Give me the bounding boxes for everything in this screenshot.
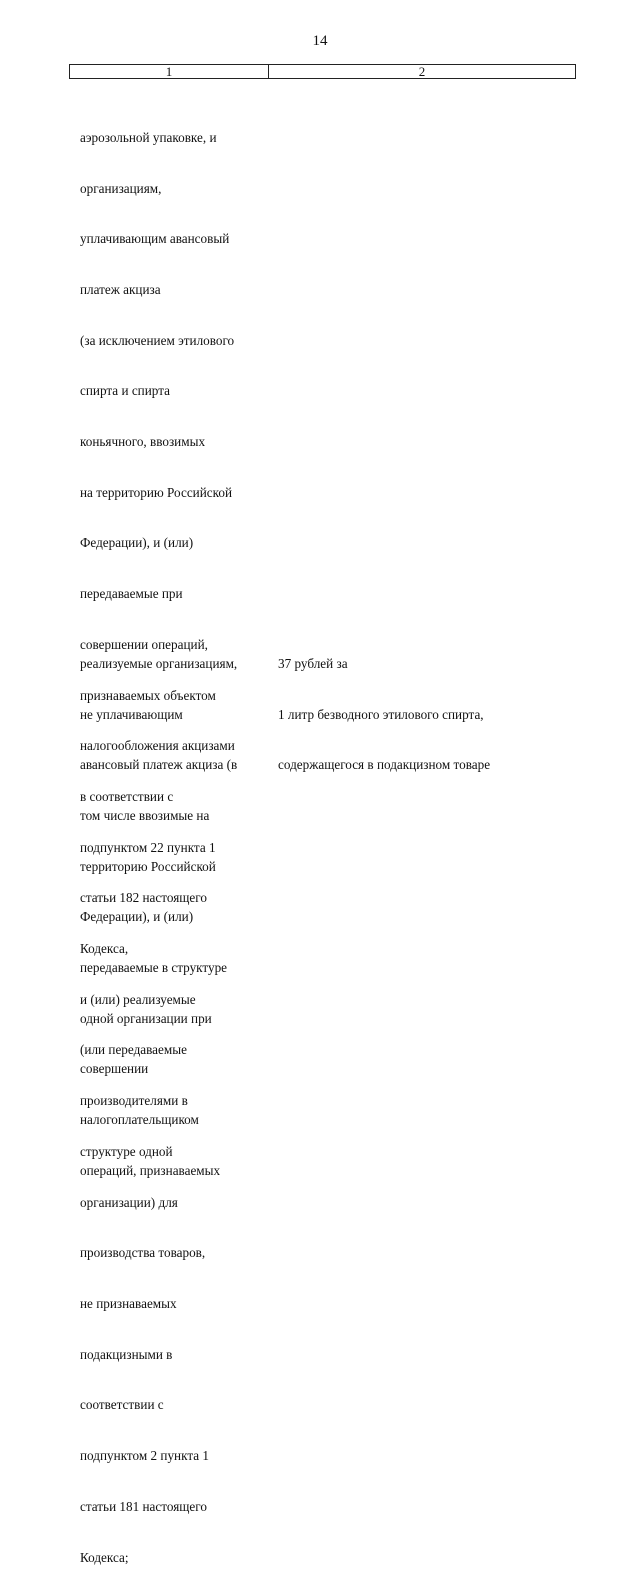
column-number-2: 2 [418,64,426,79]
text-line: (или передаваемые [80,1042,187,1058]
text-line: производства товаров, [80,1245,206,1261]
tax-rate-block-2 [278,622,578,791]
text-line: подпунктом 2 пункта 1 [80,1448,209,1464]
text-line: Кодекса, [80,941,129,957]
text-line: Кодекса; [80,1549,129,1565]
text-line: платеж акциза [80,281,161,297]
text-line: и (или) реализуемые [80,991,196,1007]
column-number-1: 1 [70,65,269,78]
text-line: структуре одной [80,1143,173,1159]
text-line: авансовый платеж акциза (в [80,757,238,773]
text-line: не уплачивающим [80,706,183,722]
text-line: производителями в [80,1093,188,1109]
tax-object-description-block-2 [80,622,270,1197]
text-line: не признаваемых [80,1295,177,1311]
text-line: совершении операций, [80,636,208,652]
text-line: в соответствии с [80,788,174,804]
text-line: содержащегося в подакцизном товаре [278,757,491,773]
text-line: территорию Российской [80,858,216,874]
text-line: статьи 182 настоящего [80,890,207,906]
text-line: соответствии с [80,1397,164,1413]
text-line: организации) для [80,1194,178,1210]
text-line: совершении [80,1061,149,1077]
text-line: Федерации), и (или) [80,909,194,925]
text-line: подакцизными в [80,1346,173,1362]
text-line: реализуемые организациям, [80,655,238,671]
text-line: передаваемые в структуре [80,960,228,976]
text-line: организациям, [80,180,162,196]
text-line: операций, признаваемых [80,1162,221,1178]
text-line: одной организации при [80,1010,212,1026]
text-line: налогоплательщиком [80,1112,199,1128]
text-line: спирта и спирта [80,383,170,399]
text-line: 37 рублей за [278,655,348,671]
text-line: налогообложения акцизами [80,738,235,754]
text-line: том числе ввозимые на [80,807,210,823]
text-line: на территорию Российской [80,484,233,500]
text-line: статьи 181 настоящего [80,1498,207,1514]
page-number: 14 [312,33,328,49]
text-line: передаваемые при [80,586,183,602]
text-line: Федерации), и (или) [80,535,194,551]
text-line: признаваемых объектом [80,687,216,703]
table-header-row [69,64,576,79]
text-line: 1 литр безводного этилового спирта, [278,706,484,722]
text-line: коньячного, ввозимых [80,434,206,450]
text-line: аэрозольной упаковке, и [80,129,217,145]
text-line: (за исключением этилового [80,332,235,348]
text-line: подпунктом 22 пункта 1 [80,839,216,855]
text-line: уплачивающим авансовый [80,231,230,247]
